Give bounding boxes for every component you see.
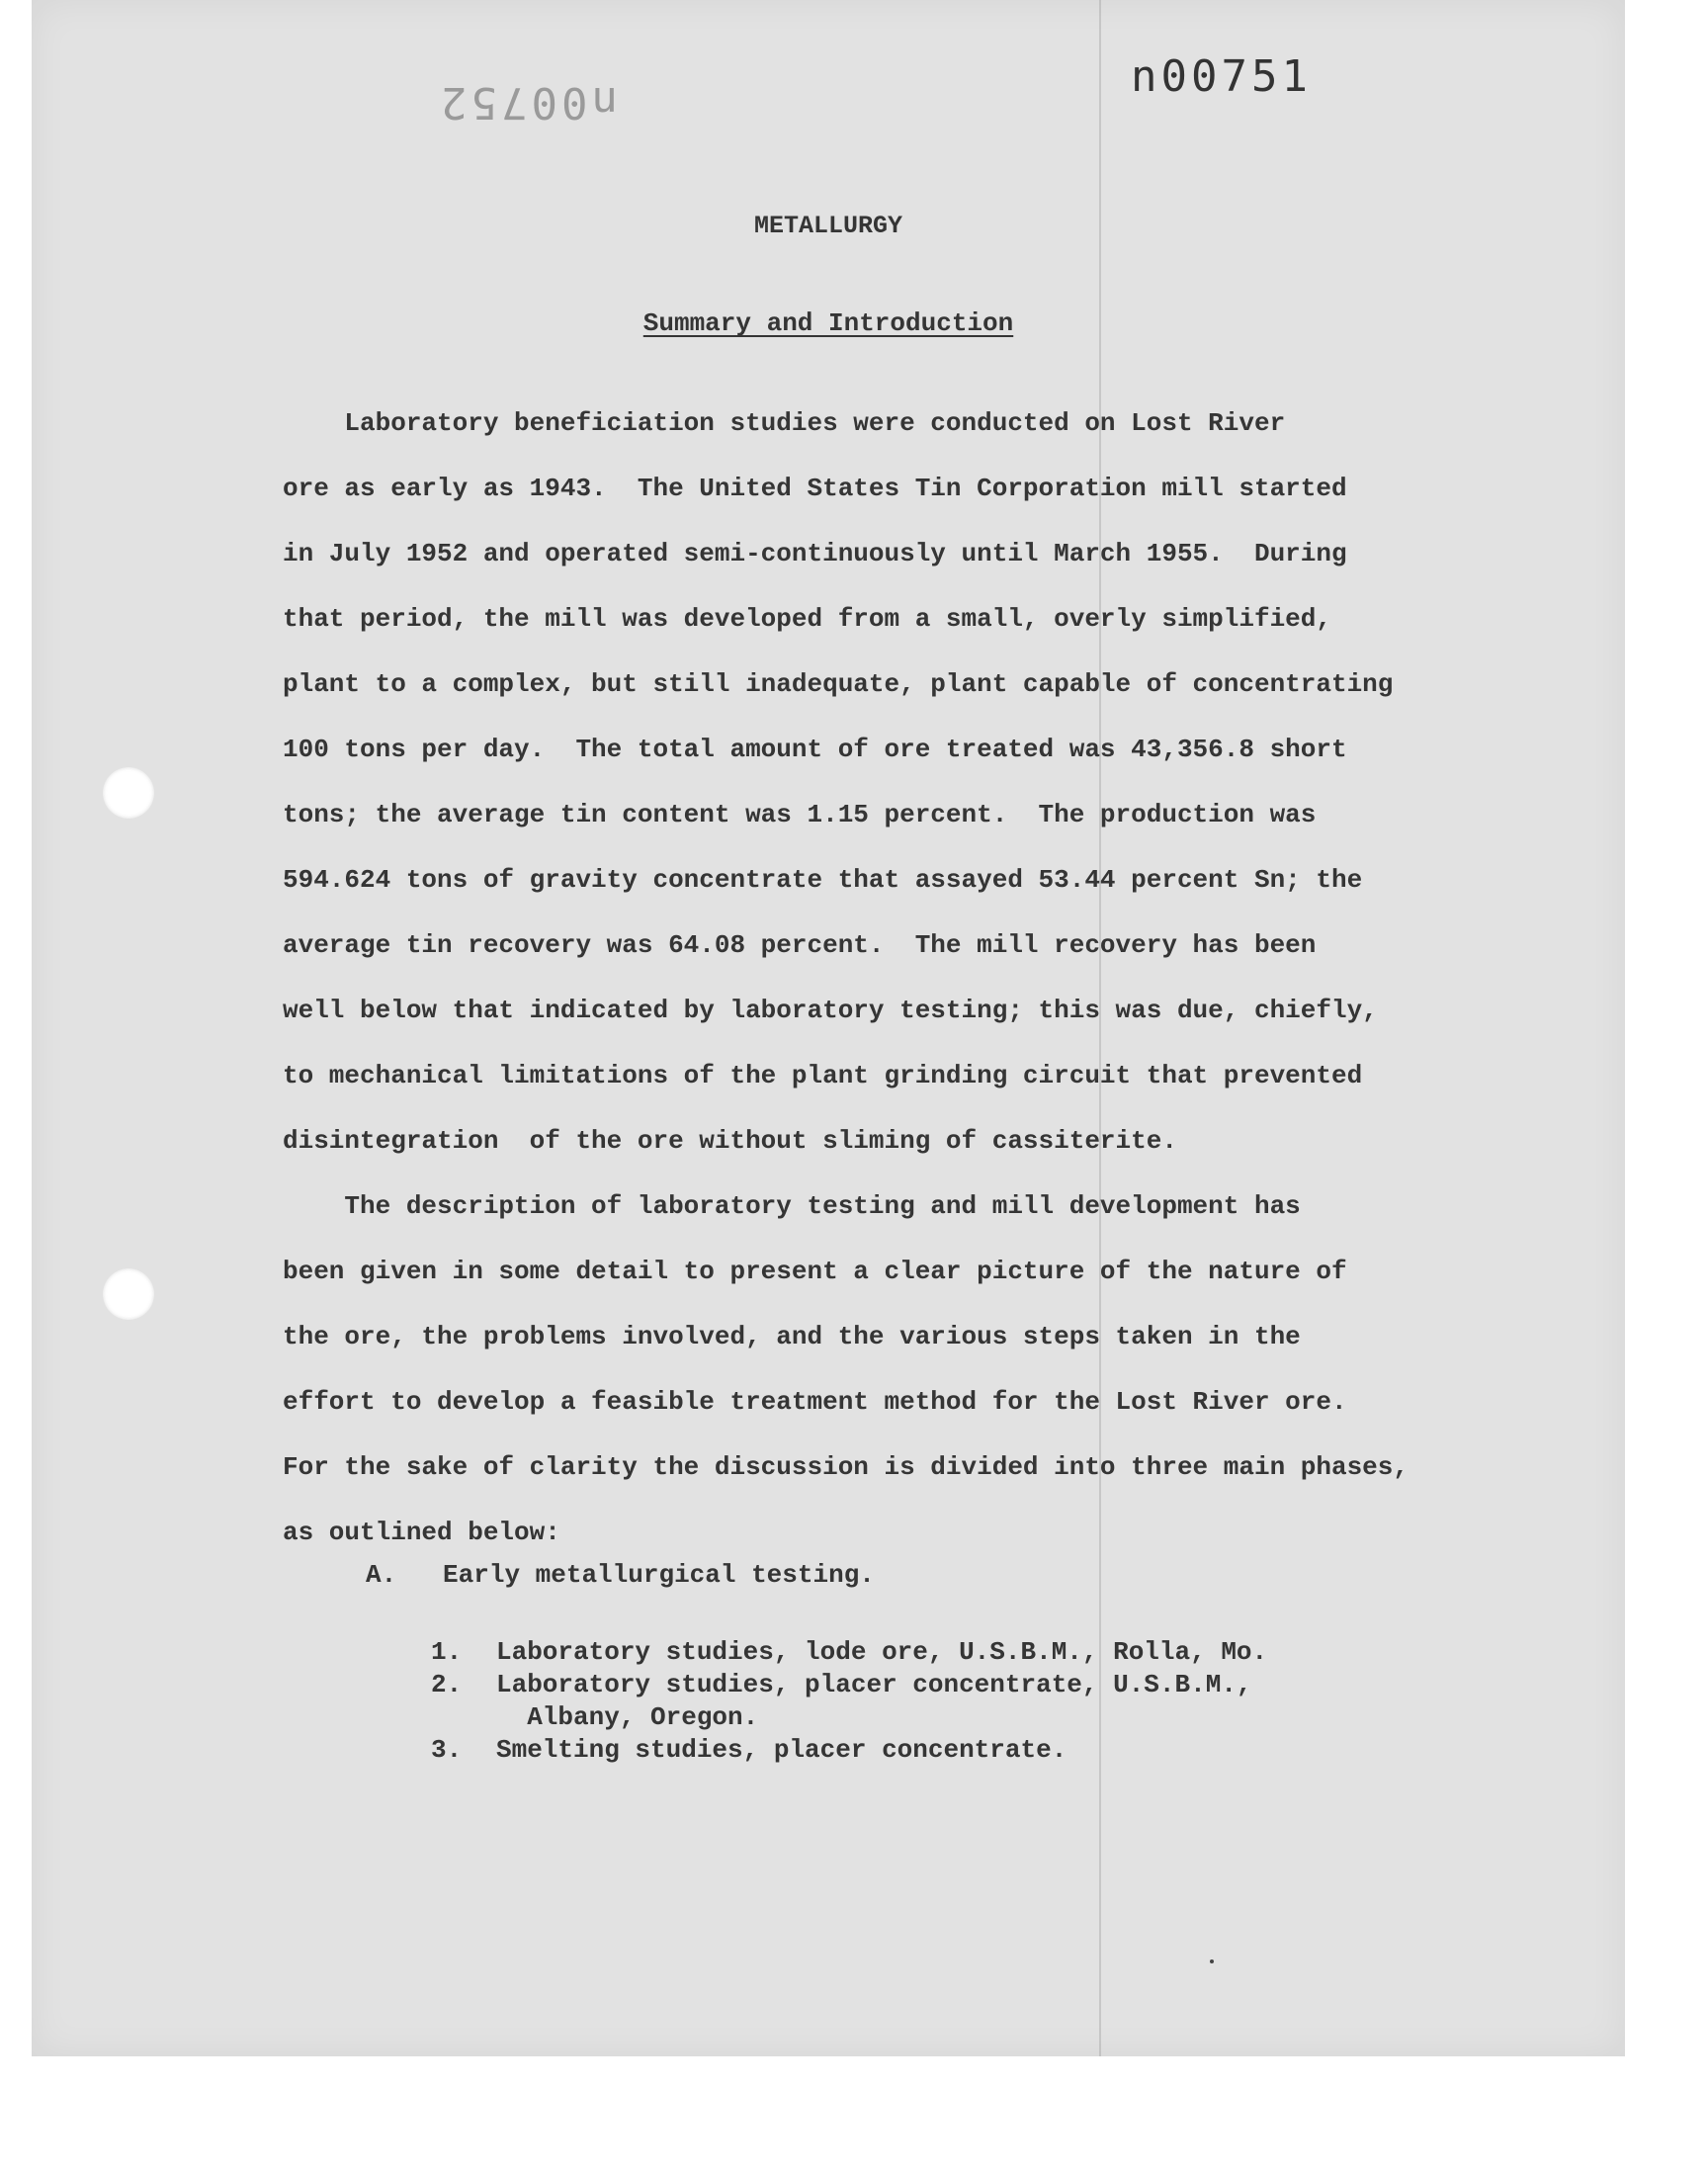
list-item (431, 1734, 1419, 1767)
text-line: 594.624 tons of gravity concentrate that assayed 53.44 percent Sn; the (283, 865, 1363, 895)
text-line: effort to develop a feasible treatment method for the Lost River ore. (283, 1387, 1347, 1417)
paragraph-summary (283, 391, 1528, 1174)
text-line: plant to a complex, but still inadequate, plant capable of concentrating (283, 669, 1394, 699)
punch-hole (103, 767, 154, 819)
text-line: been given in some detail to present a clear picture of the nature of (283, 1257, 1347, 1286)
outline-list (431, 1636, 1419, 1767)
outline-text: Early metallurgical testing. (443, 1560, 875, 1590)
list-text: Smelting studies, placer concentrate. (496, 1735, 1068, 1765)
list-text: Laboratory studies, placer concentrate, U.S.B.M., (496, 1670, 1252, 1699)
paragraph-description (283, 1174, 1528, 1565)
bleed-through-page-stamp: n00752 (437, 77, 618, 128)
list-text: Laboratory studies, lode ore, U.S.B.M., Rolla, Mo. (496, 1637, 1268, 1667)
list-number: 3. (431, 1735, 463, 1765)
text-line: that period, the mill was developed from a small, overly simplified, (283, 604, 1331, 634)
section-heading: Summary and Introduction (642, 308, 1014, 338)
list-text: Albany, Oregon. (496, 1702, 759, 1732)
text-line: Laboratory beneficiation studies were conducted on Lost River (283, 408, 1286, 438)
ink-speck (1210, 1959, 1214, 1963)
document-title: METALLURGY (753, 212, 903, 240)
text-line: to mechanical limitations of the plant grinding circuit that prevented (283, 1061, 1363, 1090)
text-line: as outlined below: (283, 1518, 560, 1547)
text-line: For the sake of clarity the discussion is divided into three main phases, (283, 1452, 1409, 1482)
list-item (431, 1636, 1419, 1669)
outline-heading-a (366, 1560, 875, 1590)
text-line: well below that indicated by laboratory testing; this was due, chiefly, (283, 996, 1378, 1025)
text-line: tons; the average tin content was 1.15 percent. The production was (283, 800, 1317, 829)
list-item (431, 1669, 1419, 1734)
punch-hole (103, 1268, 154, 1320)
text-line: in July 1952 and operated semi-continuously until March 1955. During (283, 539, 1347, 568)
text-line: The description of laboratory testing and mill development has (283, 1191, 1301, 1221)
document-page (32, 0, 1625, 2056)
text-line: average tin recovery was 64.08 percent. The mill recovery has been (283, 930, 1317, 960)
list-number: 2. (431, 1670, 463, 1699)
list-number: 1. (431, 1637, 463, 1667)
text-line: disintegration of the ore without sliming of cassiterite. (283, 1126, 1177, 1156)
text-line: the ore, the problems involved, and the various steps taken in the (283, 1322, 1301, 1351)
outline-label: A. (366, 1560, 397, 1590)
page-number-stamp: n00751 (1131, 51, 1312, 102)
text-line: ore as early as 1943. The United States Tin Corporation mill started (283, 474, 1347, 503)
text-line: 100 tons per day. The total amount of ore treated was 43,356.8 short (283, 735, 1347, 764)
